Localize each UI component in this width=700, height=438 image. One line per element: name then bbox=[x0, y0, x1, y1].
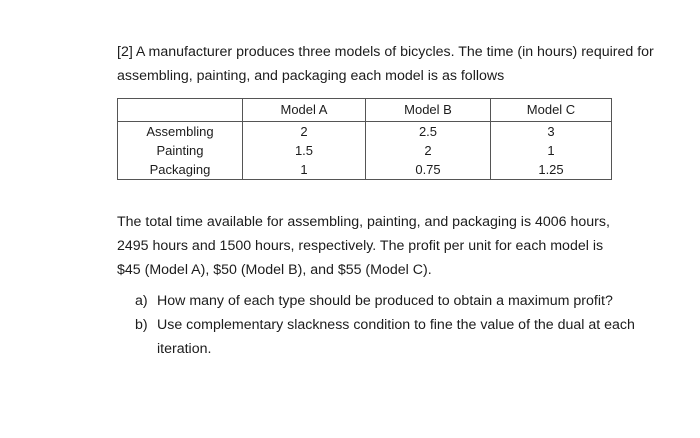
table-row bbox=[118, 160, 612, 180]
question-label: a) bbox=[135, 293, 148, 309]
table-cell: 1 bbox=[243, 160, 366, 180]
header-empty bbox=[118, 99, 243, 122]
table-cell: 3 bbox=[491, 122, 612, 142]
table-cell: 0.75 bbox=[366, 160, 491, 180]
table-cell: 1.5 bbox=[243, 141, 366, 160]
question-label: b) bbox=[135, 317, 148, 333]
table-row bbox=[118, 122, 612, 142]
header-model-c: Model C bbox=[491, 99, 612, 122]
table-cell: 1.25 bbox=[491, 160, 612, 180]
header-model-b: Model B bbox=[366, 99, 491, 122]
table-cell: 2.5 bbox=[366, 122, 491, 142]
header-model-a: Model A bbox=[243, 99, 366, 122]
table-cell: 1 bbox=[491, 141, 612, 160]
question-text: How many of each type should be produced to obtain a maximum profit? bbox=[157, 293, 613, 309]
question-text: Use complementary slackness condition to fine the value of the dual at each iteration. bbox=[157, 317, 635, 357]
row-label: Packaging bbox=[118, 160, 243, 180]
table-cell: 2 bbox=[243, 122, 366, 142]
question-list bbox=[135, 289, 635, 361]
table-cell: 2 bbox=[366, 141, 491, 160]
constraints-paragraph: The total time available for assembling, painting, and packaging is 4006 hours, 2495 hours and 1500 hours, respectively. The profit per unit for each model is $45 (Model A), $50 (Model B), and $55 (Model C). bbox=[117, 214, 610, 278]
row-label: Assembling bbox=[118, 122, 243, 142]
question-b bbox=[135, 313, 635, 361]
table-header-row bbox=[118, 99, 612, 122]
problem-intro: [2] A manufacturer produces three models of bicycles. The time (in hours) required for assembling, painting, and packaging each model is as follows bbox=[117, 44, 654, 84]
table-row bbox=[118, 141, 612, 160]
question-a bbox=[135, 289, 635, 313]
row-label: Painting bbox=[118, 141, 243, 160]
time-table bbox=[117, 98, 612, 180]
